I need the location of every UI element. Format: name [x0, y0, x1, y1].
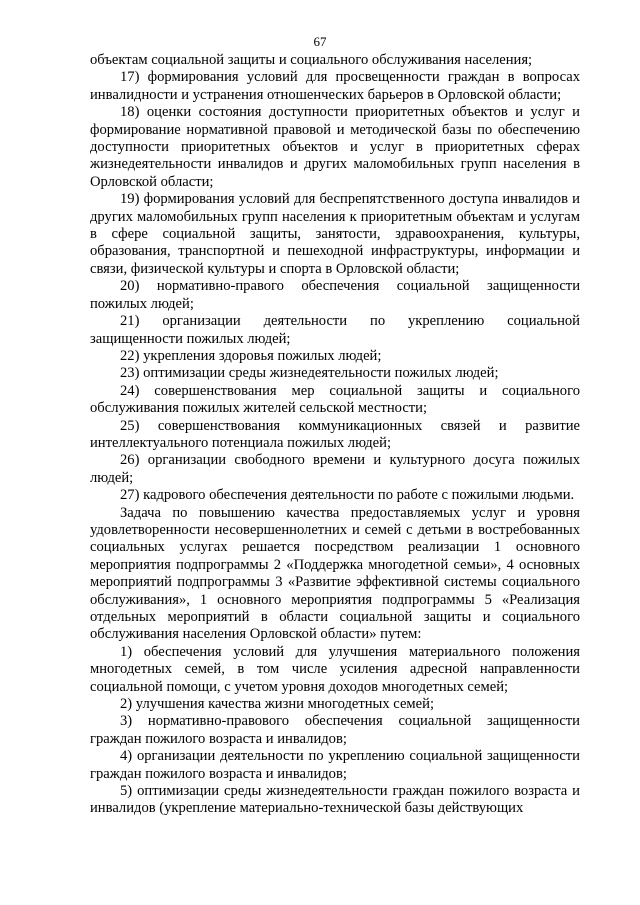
paragraph: 5) оптимизации среды жизнедеятельности граждан пожилого возраста и инвалидов (укрепление материально-технической базы действующих: [90, 783, 580, 817]
paragraph: 4) организации деятельности по укреплению социальной защищенности граждан пожилого возраста и инвалидов;: [90, 748, 580, 782]
paragraph: 1) обеспечения условий для улучшения материального положения многодетных семей, в том числе усиления адресной направленности социальной помощи, с учетом уровня доходов многодетных семей;: [90, 643, 580, 695]
paragraph: 2) улучшения качества жизни многодетных семей;: [120, 696, 435, 713]
paragraph: 21) организации деятельности по укреплению социальной защищенности пожилых людей;: [90, 313, 580, 347]
paragraph: 17) формирования условий для просвещенности граждан в вопросах инвалидности и устранения отношенческих барьеров в Орловской области;: [90, 69, 580, 103]
paragraph: объектам социальной защиты и социального обслуживания населения;: [90, 52, 533, 68]
page-number: 67: [313, 34, 327, 49]
paragraph: 20) нормативно-правого обеспечения социальной защищенности пожилых людей;: [90, 278, 580, 312]
paragraph: 25) совершенствования коммуникационных связей и развитие интеллектуального потенциала пожилых людей;: [90, 417, 580, 451]
document-body: [90, 52, 580, 818]
paragraph: 23) оптимизации среды жизнедеятельности пожилых людей;: [120, 365, 499, 382]
paragraph: 3) нормативно-правового обеспечения социальной защищенности граждан пожилого возраста и инвалидов;: [90, 713, 580, 747]
paragraph: 27) кадрового обеспечения деятельности по работе с пожилыми людьми.: [120, 487, 575, 504]
paragraph: Задача по повышению качества предоставляемых услуг и уровня удовлетворенности несовершеннолетних и семей с детьми в востребованных социальных услугах решается посредством реализации 1 основного мероприятия подпрограммы 2 «Поддержка многодетной семьи», 4 основных мероприятий подпрограммы 3 «Развитие эффективной системы социального обслуживания», 1 основного мероприятия подпрограммы 5 «Реализация отдельных мероприятий в области социальной защиты и социального обслуживания населения Орловской области» путем:: [90, 504, 580, 643]
paragraph: 19) формирования условий для беспрепятственного доступа инвалидов и других маломобильных групп населения к приоритетным объектам и услугам в сфере социальной защиты, занятости, здравоохранения, культуры, образования, транспортной и пешеходной инфраструктуры, информации и связи, физической культуры и спорта в Орловской области;: [90, 191, 580, 277]
paragraph: 22) укрепления здоровья пожилых людей;: [120, 347, 382, 364]
paragraph: 26) организации свободного времени и культурного досуга пожилых людей;: [90, 452, 580, 486]
paragraph: 24) совершенствования мер социальной защиты и социального обслуживания пожилых жителей сельской местности;: [90, 382, 580, 417]
paragraph: 18) оценки состояния доступности приоритетных объектов и услуг и формирование нормативной правовой и методической базы по обеспечению доступности приоритетных объектов и услуг в приоритетных сферах жизнедеятельности инвалидов и других маломобильных групп населения в Орловской области;: [90, 104, 580, 190]
